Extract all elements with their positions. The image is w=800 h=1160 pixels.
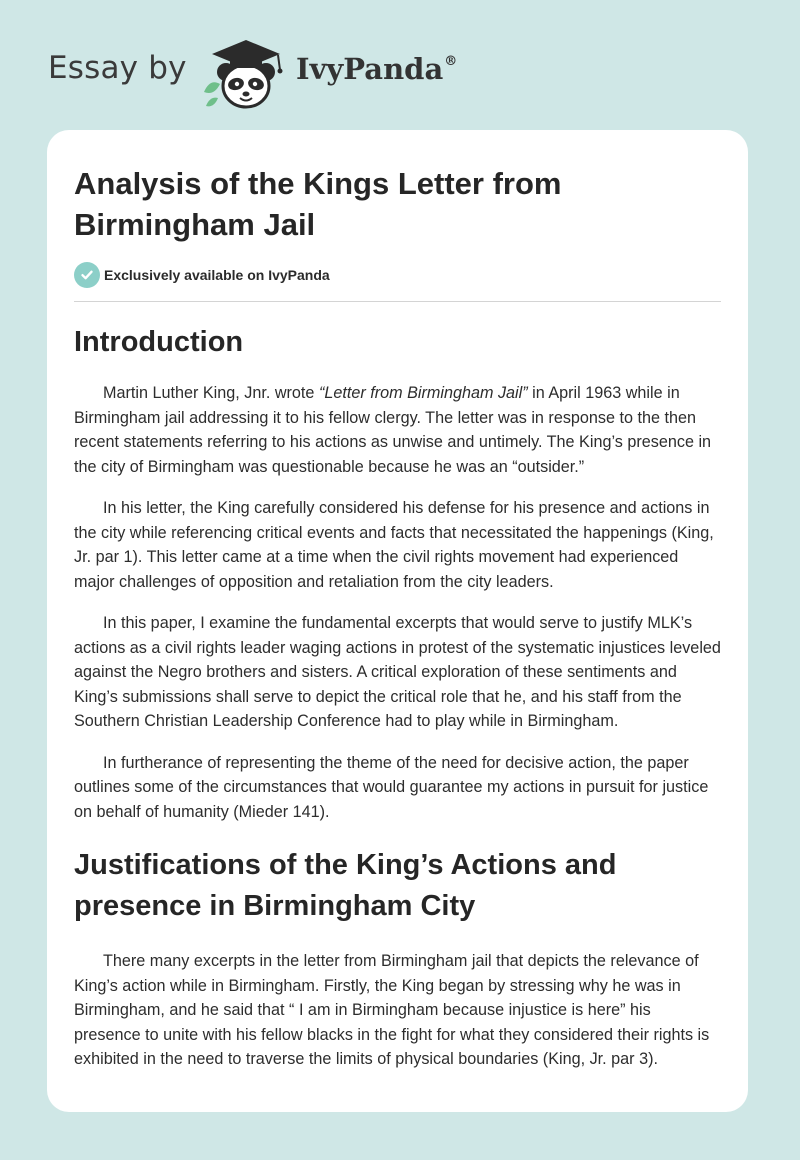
exclusive-badge <box>74 262 721 288</box>
intro-paragraph-3: In this paper, I examine the fundamental excerpts that would serve to justify MLK’s actions as a civil rights leader waging actions in protest of the systematic injustices leveled against the Negro brothers and sisters. A critical exploration of these sentiments and King’s submissions shall serve to depict the critical role that he, and his staff from the Southern Christian Leadership Conference had to play while in Birmingham. <box>74 614 721 730</box>
letter-title-italic: “Letter from Birmingham Jail” <box>318 384 528 402</box>
panda-logo-icon[interactable] <box>200 34 292 110</box>
article-card <box>47 130 748 1112</box>
article-title: Analysis of the Kings Letter from Birmingham Jail <box>74 166 562 242</box>
exclusive-badge-text: Exclusively available on IvyPanda <box>104 267 330 283</box>
intro-paragraph-1: Martin Luther King, Jnr. wrote “Letter from Birmingham Jail” in April 1963 while in Birmingham jail addressing it to his fellow clergy. The letter was in response to the then recent statements referring to his actions as unwise and untimely. The King’s presence in the city of Birmingham was questionable because he was an “outsider.” <box>74 384 712 476</box>
checkmark-icon <box>74 262 100 288</box>
brand-name[interactable]: IvyPanda® <box>296 52 458 86</box>
title-divider <box>74 301 721 302</box>
section-heading-justifications: Justifications of the King’s Actions and presence in Birmingham City <box>74 849 617 922</box>
site-header <box>48 34 508 110</box>
section-heading-introduction: Introduction <box>74 326 244 358</box>
essay-by-label: Essay by <box>48 50 187 86</box>
intro-paragraph-2: In his letter, the King carefully considered his defense for his presence and actions in the city while referencing critical events and facts that necessitated the happenings (King, Jr. par 1). This letter came at a time when the civil rights movement had experienced major challenges of opposition and retaliation from the city leaders. <box>74 499 714 591</box>
justifications-paragraph-1: There many excerpts in the letter from Birmingham jail that depicts the relevance of King’s action while in Birmingham. Firstly, the King began by stressing why he was in Birmingham, and he said that “ I am in Birmingham because injustice is here” his presence to unite with his fellow blacks in the fight for what they considered their rights is exhibited in the need to traverse the limits of physical boundaries (King, Jr. par 3). <box>74 952 710 1068</box>
intro-paragraph-4: In furtherance of representing the theme of the need for decisive action, the paper outlines some of the circumstances that would guarantee my actions in pursuit for justice on behalf of humanity (Mieder 141). <box>74 753 709 821</box>
